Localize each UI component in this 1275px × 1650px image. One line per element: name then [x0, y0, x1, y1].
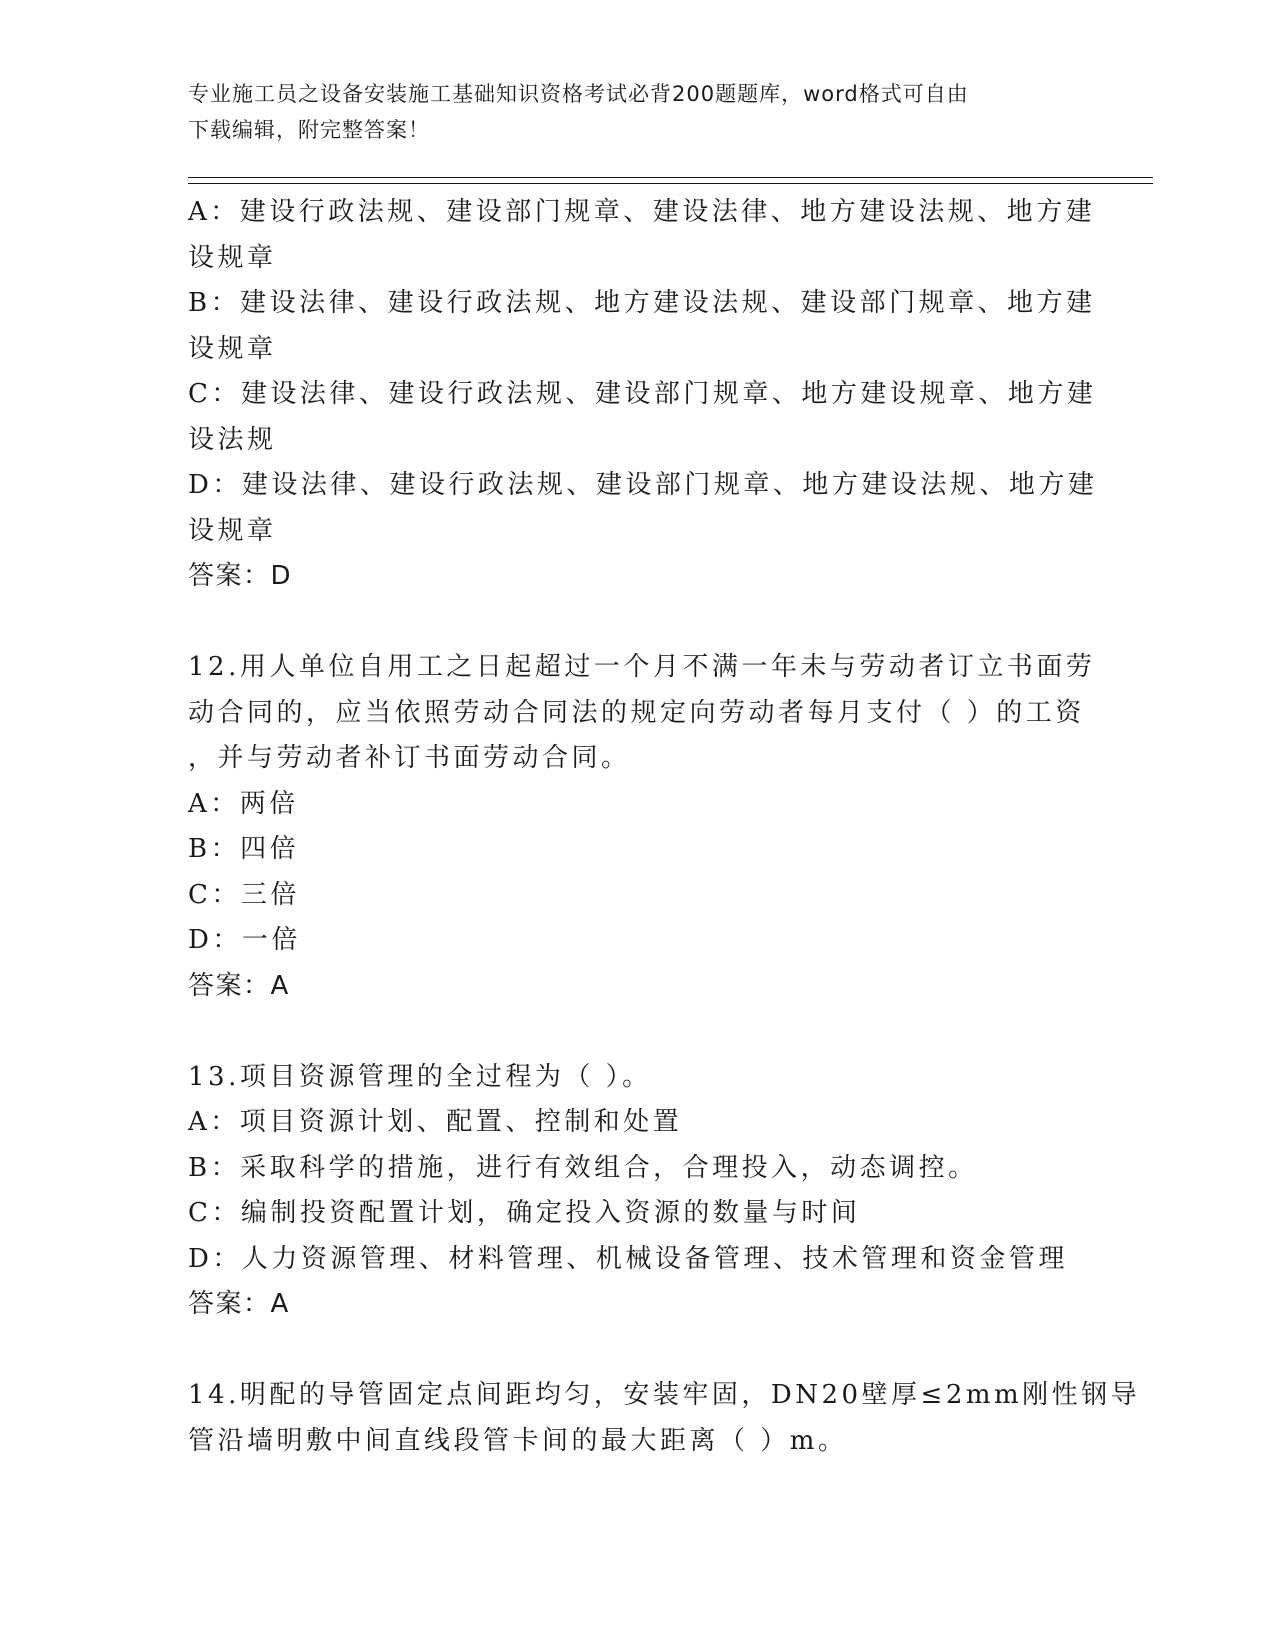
q14-stem-line-1: 14.明配的导管固定点间距均匀，安装牢固，DN20壁厚≤2mm刚性钢导 — [188, 1380, 1141, 1410]
q11-option-b-line-1: B：建设法律、建设行政法规、地方建设法规、建设部门规章、地方建 — [188, 288, 1096, 318]
q11-option-a-line-2: 设规章 — [188, 242, 277, 273]
q13-option-b: B：采取科学的措施，进行有效组合，合理投入，动态调控。 — [188, 1152, 978, 1183]
q12-stem-line-1: 12.用人单位自用工之日起超过一个月不满一年未与劳动者订立书面劳 — [188, 652, 1096, 682]
q14-stem-line-2: 管沿墙明敷中间直线段管卡间的最大距离（ ）m。 — [188, 1425, 848, 1456]
header-divider-bottom — [188, 183, 1153, 184]
q12-option-d: D：一倍 — [188, 925, 301, 955]
q11-option-d-line-1: D：建设法律、建设行政法规、建设部门规章、地方建设法规、地方建 — [188, 470, 1098, 500]
q11-option-c-line-2: 设法规 — [188, 424, 277, 455]
q12-option-a: A：两倍 — [188, 788, 299, 819]
q13-option-a: A：项目资源计划、配置、控制和处置 — [188, 1107, 683, 1137]
q11-option-a-line-1: A：建设行政法规、建设部门规章、建设法律、地方建设法规、地方建 — [188, 197, 1096, 227]
q11-option-b-line-2: 设规章 — [188, 333, 277, 364]
header-line-1: 专业施工员之设备安装施工基础知识资格考试必背200题题库，word格式可自由 — [188, 82, 969, 106]
q12-option-b: B：四倍 — [188, 834, 300, 864]
question-14 — [188, 1373, 1141, 1464]
q13-option-c: C：编制投资配置计划，确定投入资源的数量与时间 — [188, 1198, 861, 1228]
question-13 — [188, 1055, 1098, 1328]
question-content — [188, 190, 1141, 1464]
spacer — [188, 1009, 1098, 1055]
q12-stem-line-3: ，并与劳动者补订书面劳动合同。 — [188, 743, 631, 773]
spacer — [188, 600, 1098, 646]
q12-option-c: C：三倍 — [188, 879, 300, 910]
header-line-2: 下载编辑，附完整答案！ — [188, 118, 430, 142]
q11-answer: 答案：D — [188, 561, 293, 591]
q13-answer: 答案：A — [188, 1289, 290, 1319]
header-divider-top — [188, 177, 1153, 178]
q12-answer: 答案：A — [188, 970, 290, 1001]
spacer — [188, 1328, 1098, 1374]
q13-stem: 13.项目资源管理的全过程为（ ）。 — [188, 1061, 652, 1092]
question-12 — [188, 645, 1098, 1009]
q12-stem-line-2: 动合同的，应当依照劳动合同法的规定向劳动者每月支付（ ）的工资 — [188, 697, 1085, 728]
document-header — [188, 76, 1088, 148]
q13-option-d: D：人力资源管理、材料管理、机械设备管理、技术管理和资金管理 — [188, 1243, 1068, 1274]
q11-option-c-line-1: C：建设法律、建设行政法规、建设部门规章、地方建设规章、地方建 — [188, 379, 1097, 409]
question-11 — [188, 190, 1098, 600]
q11-option-d-line-2: 设规章 — [188, 515, 277, 546]
